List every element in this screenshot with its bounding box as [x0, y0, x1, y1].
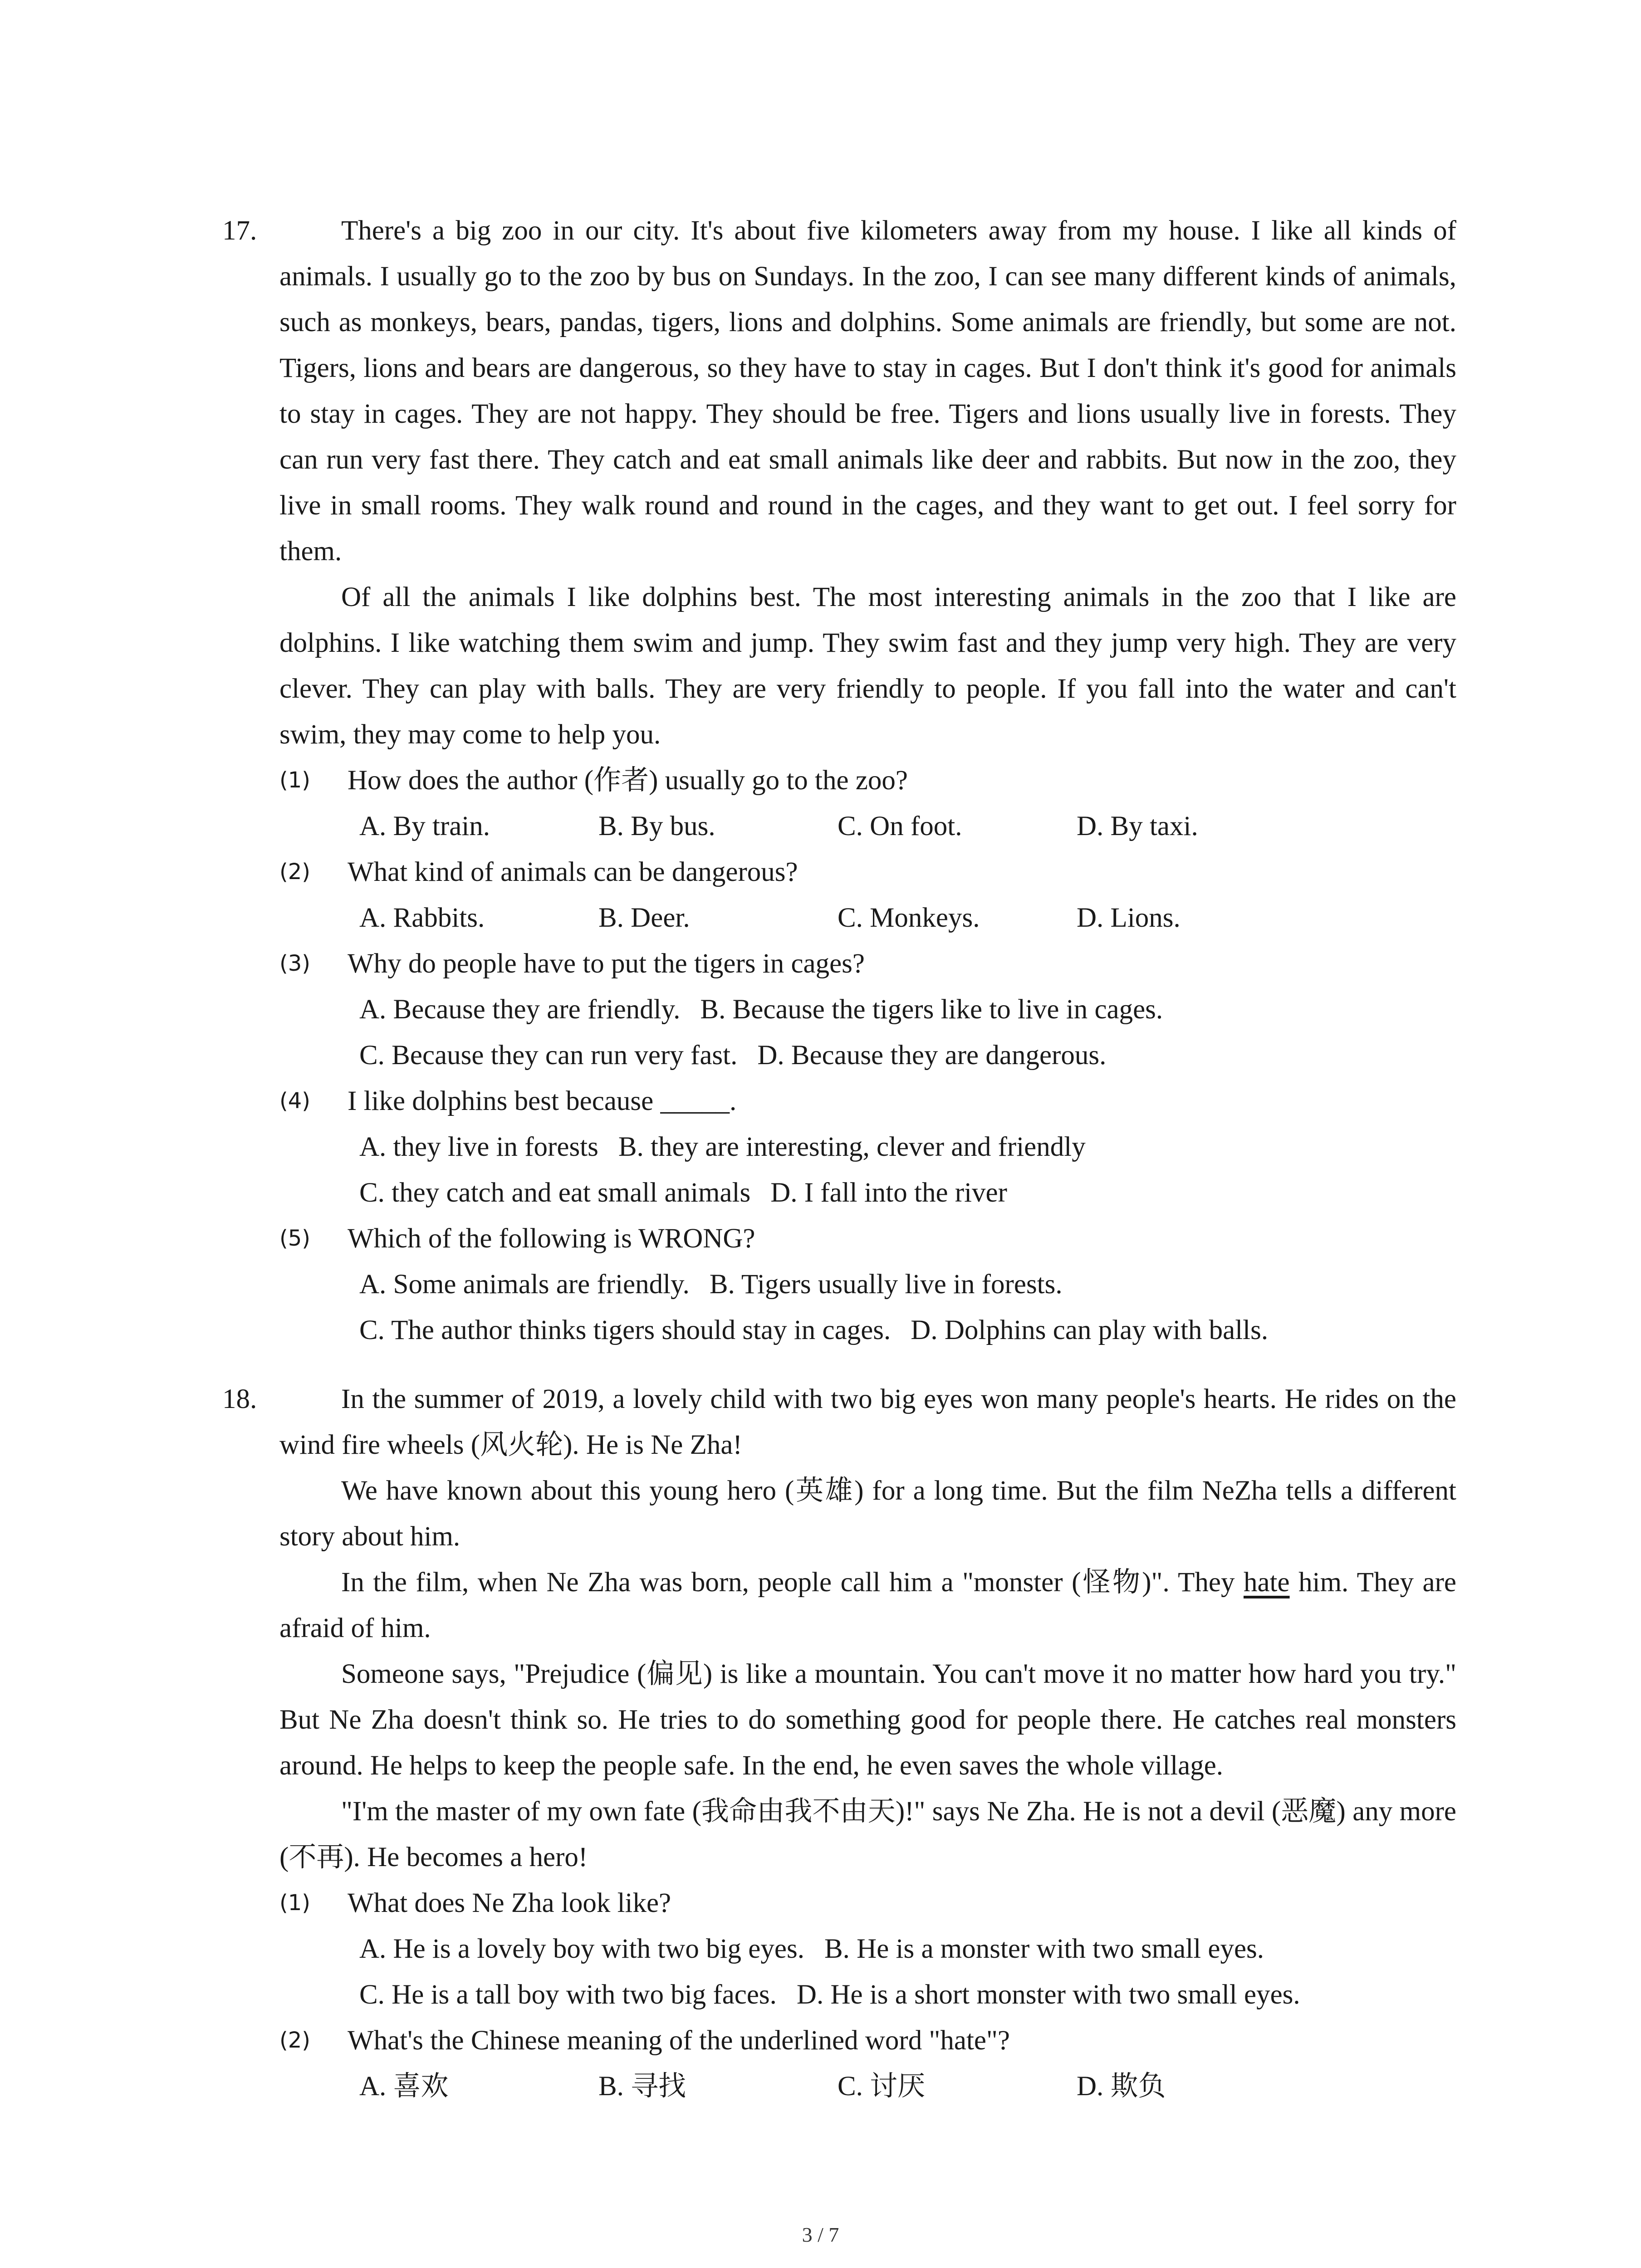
option-b: B. 寻找	[598, 2071, 686, 2102]
passage-paragraph: In the summer of 2019, a lovely child with two big eyes won many people's hearts. He rides on the wind fire wheels (风火轮). He is Ne Zha!	[279, 1384, 1456, 1460]
option-a: A. 喜欢	[359, 2071, 449, 2102]
sub-question-text: What kind of animals can be dangerous?	[348, 857, 798, 887]
option-d: D. Because they are dangerous.	[757, 1040, 1107, 1070]
sub-question	[222, 941, 1456, 987]
option-row	[359, 2063, 1456, 2109]
option-b: B. Because the tigers like to live in cages.	[700, 994, 1163, 1025]
sub-question-text: Why do people have to put the tigers in cages?	[348, 948, 865, 979]
option-a: A. Rabbits.	[359, 903, 485, 933]
sub-question	[222, 758, 1456, 803]
option-c: C. The author thinks tigers should stay in cages.	[359, 1315, 891, 1345]
sub-question-text: Which of the following is WRONG?	[348, 1223, 755, 1254]
option-a: A. they live in forests	[359, 1132, 598, 1162]
passage-paragraph: "I'm the master of my own fate (我命由我不由天)!" says Ne Zha. He is not a devil (恶魔) any more (不再). He becomes a hero!	[279, 1796, 1456, 1872]
sub-question-number: (2)	[279, 859, 310, 885]
option-a: A. Some animals are friendly.	[359, 1269, 690, 1300]
sub-question-number: (1)	[279, 767, 310, 793]
passage-paragraph: We have known about this young hero (英雄) for a long time. But the film NeZha tells a different story about him.	[279, 1476, 1456, 1552]
sub-question-text: I like dolphins best because _____.	[348, 1086, 737, 1116]
option-row	[359, 1972, 1456, 2018]
sub-question-text: What's the Chinese meaning of the underlined word "hate"?	[348, 2025, 1010, 2056]
sub-question-text: What does Ne Zha look like?	[348, 1888, 671, 1918]
passage-text: him. They are afraid of him.	[279, 1567, 1457, 1643]
option-d: D. By taxi.	[1077, 811, 1198, 841]
option-d: D. I fall into the river	[770, 1178, 1007, 1208]
option-row	[359, 803, 1456, 849]
sub-question-number: (4)	[279, 1088, 310, 1114]
sub-question	[222, 1078, 1456, 1124]
page-number: 3 / 7	[802, 2223, 839, 2246]
sub-question-text: How does the author (作者) usually go to the zoo?	[348, 765, 908, 796]
question-18	[222, 1376, 1456, 2109]
option-c: C. Because they can run very fast.	[359, 1040, 738, 1070]
sub-question	[222, 1216, 1456, 1261]
option-b: B. they are interesting, clever and friendly	[618, 1132, 1086, 1162]
option-c: C. Monkeys.	[838, 903, 980, 933]
option-row	[359, 1307, 1456, 1353]
option-d: D. Dolphins can play with balls.	[911, 1315, 1269, 1345]
option-c: C. they catch and eat small animals	[359, 1178, 751, 1208]
sub-question	[222, 849, 1456, 895]
option-row	[359, 1926, 1456, 1972]
passage-paragraph: Of all the animals I like dolphins best. The most interesting animals in the zoo that I like are dolphins. I like watching them swim and jump. They swim fast and they jump very high. They are very clever. They can play with balls. They are very friendly to people. If you fall into the water and can't swim, they may come to help you.	[279, 582, 1456, 750]
option-row	[359, 895, 1456, 941]
option-c: C. On foot.	[838, 811, 962, 841]
option-row	[359, 1032, 1456, 1078]
option-c: C. He is a tall boy with two big faces.	[359, 1980, 777, 2010]
option-b: B. By bus.	[598, 811, 715, 841]
option-a: A. He is a lovely boy with two big eyes.	[359, 1934, 804, 1964]
passage-paragraph	[279, 1559, 1456, 1651]
option-row	[359, 1261, 1456, 1307]
sub-question-number: (3)	[279, 951, 310, 976]
passage-text: In the film, when Ne Zha was born, people call him a "monster (怪物)". They	[341, 1567, 1244, 1598]
option-d: D. 欺负	[1077, 2071, 1166, 2102]
option-d: D. He is a short monster with two small eyes.	[796, 1980, 1300, 2010]
option-row	[359, 987, 1456, 1032]
option-b: B. He is a monster with two small eyes.	[824, 1934, 1264, 1964]
option-row	[359, 1124, 1456, 1170]
passage-paragraph: There's a big zoo in our city. It's about five kilometers away from my house. I like all kinds of animals. I usually go to the zoo by bus on Sundays. In the zoo, I can see many different kinds of animals, such as monkeys, bears, pandas, tigers, lions and dolphins. Some animals are friendly, but some are not. Tigers, lions and bears are dangerous, so they have to stay in cages. But I don't think it's good for animals to stay in cages. They are not happy. They should be free. Tigers and lions usually live in forests. They can run very fast there. They catch and eat small animals like deer and rabbits. But now in the zoo, they live in small rooms. They walk round and round in the cages, and they want to get out. I feel sorry for them.	[279, 215, 1456, 567]
option-a: A. By train.	[359, 811, 490, 841]
option-b: B. Tigers usually live in forests.	[709, 1269, 1063, 1300]
sub-question	[222, 1880, 1456, 1926]
sub-question	[222, 2018, 1456, 2063]
option-d: D. Lions.	[1077, 903, 1181, 933]
option-c: C. 讨厌	[838, 2071, 926, 2102]
passage-paragraph: Someone says, "Prejudice (偏见) is like a mountain. You can't move it no matter how hard you try." But Ne Zha doesn't think so. He tries to do something good for people there. He catches real monsters around. He helps to keep the people safe. In the end, he even saves the whole village.	[279, 1659, 1456, 1781]
sub-question-number: (1)	[279, 1890, 310, 1916]
underlined-word: hate	[1243, 1567, 1290, 1598]
option-a: A. Because they are friendly.	[359, 994, 681, 1025]
option-row	[359, 1170, 1456, 1216]
question-number: 18.	[222, 1384, 257, 1414]
question-number: 17.	[222, 215, 257, 246]
option-b: B. Deer.	[598, 903, 690, 933]
sub-question-number: (2)	[279, 2028, 310, 2053]
question-17	[222, 208, 1456, 1353]
sub-question-number: (5)	[279, 1226, 310, 1251]
